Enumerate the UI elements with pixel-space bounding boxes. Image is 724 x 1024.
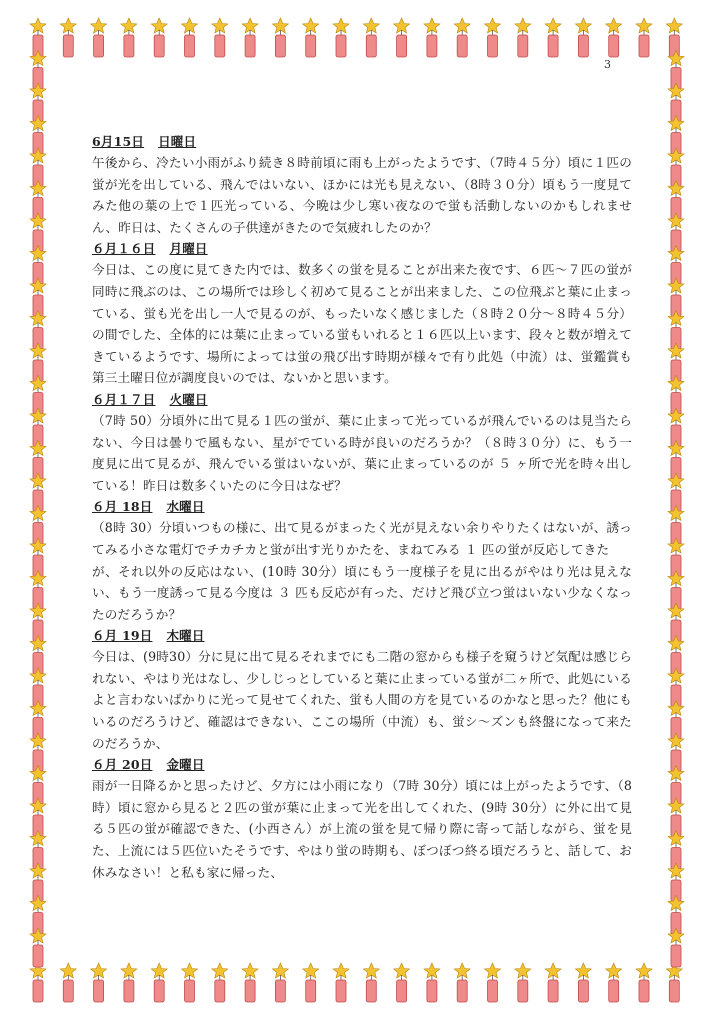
candle-icon [668, 928, 684, 967]
entry-text: （8時 30）分頃いつもの様に、出て見るがまったく光が見えない余りやりたくはないが、誘ってみる小さな電灯でチカチカと蛍が出す光りかたを、まねてみる １ 匹の蛍が反応してきた [92, 520, 632, 557]
entry-text: （7時 50）分頃外に出て見る１匹の蛍が、葉に止まって光っているが飛んでいるのは見当たらない、今日は曇りで風もない、星がでている時が良いのだろうか？（８時３０分）に、もう一度見に出て見るが、飛んでいる蛍はいないが、葉に止まっているのが ５ ヶ所で光を時々出している！昨日は数多くいたのに今日はなぜ？ [92, 412, 632, 493]
entry-date: ６月 18日 [92, 499, 153, 515]
candle-icon [424, 18, 440, 57]
candle-icon [363, 18, 379, 57]
candle-icon [606, 963, 622, 1002]
entry-weekday: 金曜日 [166, 757, 205, 773]
entry-date-heading [92, 625, 632, 646]
candle-icon [333, 963, 349, 1002]
diary-entry [92, 496, 632, 625]
candle-icon [151, 963, 167, 1002]
page-number: 3 [604, 58, 611, 71]
entry-weekday: 月曜日 [169, 241, 208, 257]
entry-text: 今日は、(9時30）分に見に出て見るそれまでにも二階の窓からも様子を窺うけど気配は感じられない、やはり光はなし、少しじっとしていると葉に止まっている蛍が二ヶ所で、此処にいるよと言わないばかりに光って見せてくれた、蛍も人間の方を見ているのかなと思った？他にもいるのだろうけど、確認はできない、ここの場所（中流）も、蛍シ～ズンも終盤になって来たのだろうか、 [92, 649, 632, 751]
entry-date: 6月15日 [92, 134, 145, 149]
candle-icon [30, 963, 46, 1002]
entry-text-continued: が、それ以外の反応はない、(10時 30分）頃にもう一度様子を見に出るがやはり光は見えない、もう一度誘って見る今度は ３ 匹も反応が有った、だけど飛び立つ蛍はいない少なくなったのだろうか？ [92, 563, 632, 622]
diary-entry [92, 238, 632, 389]
entry-text: 雨が一日降るかと思ったけど、夕方には小雨になり（7時 30分）頃には上がったようです、（8時）頃に窓から見ると２匹の蛍が葉に止まって光を出してくれた、(9時 30分）に外に出て見る５匹の蛍が確認できた、(小西さん）が上流の蛍を見て帰り際に寄って話しながら、蛍を見た、上流には５匹位いたそうです、やはり蛍の時期も、ぼつぼつ終る頃だろうと、話して、お休みなさい！と私も家に帰った、 [92, 778, 632, 880]
candle-icon [636, 963, 652, 1002]
candle-icon [545, 963, 561, 1002]
candle-icon [242, 963, 258, 1002]
candle-icon [666, 18, 682, 57]
candle-icon [666, 963, 682, 1002]
entry-text: 午後から、冷たい小雨がふり続き８時前頃に雨も上がったようです、（7時４５分）頃に１匹の蛍が光を出している、飛んではいない、ほかには光も見えない、（8時３０分）頃もう一度見てみた他の葉の上で１匹光っている、今晩は少し寒い夜なので蛍も活動しないのかもしれません、昨日は、たくさんの子供達がきたので気疲れしたのか？ [92, 155, 632, 235]
candle-icon [212, 963, 228, 1002]
candle-icon [424, 963, 440, 1002]
entry-date: ６月１６日 [92, 241, 156, 257]
candle-icon [121, 963, 137, 1002]
diary-entry [92, 131, 632, 238]
candle-icon [394, 18, 410, 57]
candle-icon [91, 18, 107, 57]
entry-date: ６月 19日 [92, 628, 153, 644]
candle-icon [515, 963, 531, 1002]
diary-entry [92, 625, 632, 754]
entry-date-heading [92, 754, 632, 775]
entry-date: ６月１７日 [92, 391, 156, 407]
candle-icon [454, 18, 470, 57]
candle-icon [272, 18, 288, 57]
entry-date-heading [92, 238, 632, 259]
candle-icon [60, 963, 76, 1002]
diary-entry [92, 389, 632, 496]
diary-entry [92, 754, 632, 883]
candle-icon [575, 963, 591, 1002]
candle-icon [242, 18, 258, 57]
entry-weekday: 火曜日 [169, 391, 208, 407]
candle-icon [303, 18, 319, 57]
candle-icon [151, 18, 167, 57]
candle-icon [636, 18, 652, 57]
entry-date-heading [92, 389, 632, 410]
entry-date-heading [92, 131, 632, 152]
candle-icon [606, 18, 622, 57]
entry-date: ６月 20日 [92, 757, 153, 773]
candle-icon [333, 18, 349, 57]
candle-icon [91, 963, 107, 1002]
candle-icon [515, 18, 531, 57]
candle-icon [272, 963, 288, 1002]
entry-text: 今日は、この度に見てきた内では、数多くの蛍を見ることが出来た夜です、６匹～７匹の蛍が同時に飛ぶのは、この場所では珍しく初めて見ることが出来ました、この位飛ぶと葉に止まっている、蛍も光を出し一人で見るのが、もったいなく感じました（８時２０分～８時４５分）の間でした、全体的には葉に止まっている蛍もいれると１６匹以上います、段々と数が増えてきているようです、場所によっては蛍の飛び出す時期が様々で有り此処（中流）は、蛍鑑賞も第三土曜日位が調度良いのでは、ないかと思います。 [92, 262, 632, 386]
candle-icon [485, 18, 501, 57]
candle-icon [121, 18, 137, 57]
diary-content [92, 131, 632, 883]
entry-weekday: 水曜日 [166, 499, 205, 515]
candle-icon [363, 963, 379, 1002]
candle-icon [182, 18, 198, 57]
candle-icon [454, 963, 470, 1002]
candle-icon [303, 963, 319, 1002]
entry-weekday: 日曜日 [158, 134, 197, 149]
candle-icon [60, 18, 76, 57]
entry-weekday: 木曜日 [166, 628, 205, 644]
candle-icon [394, 963, 410, 1002]
candle-icon [545, 18, 561, 57]
candle-icon [575, 18, 591, 57]
candle-icon [485, 963, 501, 1002]
candle-icon [212, 18, 228, 57]
candle-icon [182, 963, 198, 1002]
candle-icon [30, 928, 46, 967]
entry-date-heading [92, 496, 632, 517]
